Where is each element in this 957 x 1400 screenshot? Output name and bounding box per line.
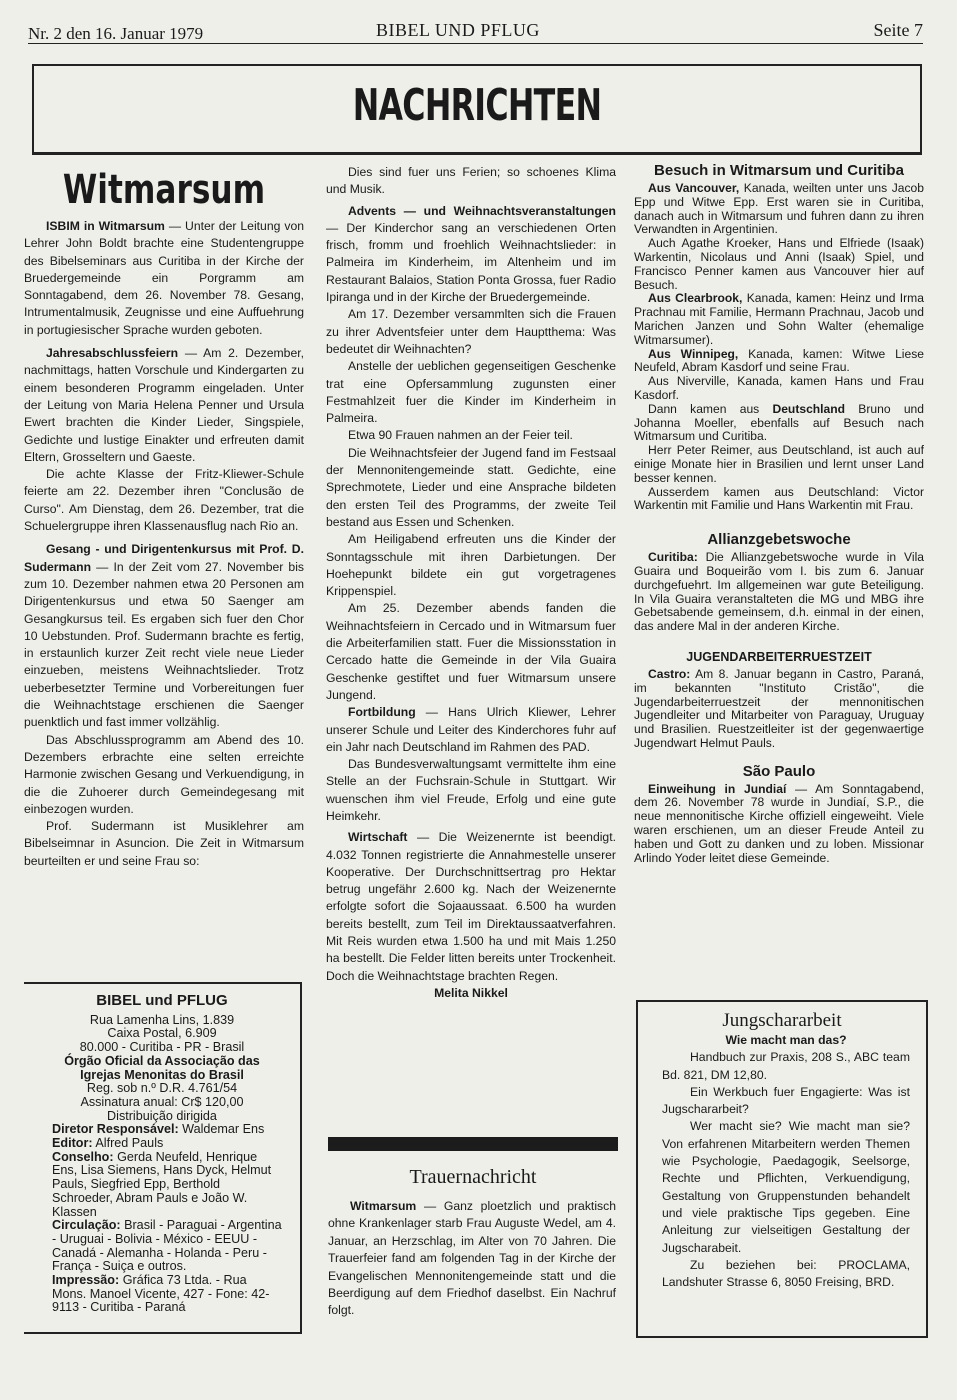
page-header bbox=[28, 18, 923, 44]
paragraph bbox=[326, 203, 616, 307]
lead-in: Castro: bbox=[648, 666, 691, 681]
heading-sao-paulo: São Paulo bbox=[742, 762, 816, 780]
paragraph-text: — In der Zeit vom 27. November bis zum 10. Dezember nahmen etwa 20 Personen am Dirigentenkursus und etwa 50 Saenger am Gesangkursus teil. Es ergaben sich fuer den Chor 10 Uebstunden. Prof. Sudermann brachte es fertig, in erstaunlich kurzer Zeit recht viele neue Lieder einzueben, meistens Weihnachtslieder. Trotz ueberbesetzter Termine und Vorbereitungen fuer die Weihnachtstage erschienen die Saenger puenktlich und fast immer vollzählig. bbox=[24, 559, 304, 730]
paragraph-text: Bruno und Johanna Moeller, ebenfalls auf Besuch nach Witmarsum und Curitiba. bbox=[634, 401, 924, 444]
paragraph: Das Bundesverwaltungsamt vermittelte ihm eine Stelle an der Fuchsrain-Schule in Stuttgart. Wir wuenschen ihm viel Freude, Erfolg und eine gute Heimkehr. bbox=[326, 757, 616, 823]
imprint-label: Diretor Responsável: bbox=[52, 1122, 179, 1137]
lead-in: Aus Vancouver, bbox=[648, 181, 740, 195]
column-witmarsum bbox=[24, 166, 304, 870]
paragraph-text: Dann kamen aus bbox=[648, 401, 773, 416]
paragraph-text: Kanada, weilten unter uns Jacob Epp und Witwe Epp. Erst waren sie in Curitiba, danach auch in Witmarsum und fuhren dann zu ihren Verwandten in Argentinien. bbox=[634, 181, 925, 237]
header-rule bbox=[28, 43, 923, 44]
imprint-box bbox=[24, 982, 302, 1334]
paragraph bbox=[634, 292, 924, 347]
author-signature: Melita Nikkel bbox=[434, 985, 508, 1000]
lead-in: Einweihung in Jundiaí bbox=[648, 781, 787, 796]
imprint-value: Brasil - Paraguai - Argentina - Uruguai - Bolivia - México - EEUU - Canadá - Alemanha - Holanda - Peru - França - Suiça e outros. bbox=[52, 1218, 282, 1274]
paragraph: Die Weihnachtsfeier der Jugend fand im Festsaal der Mennonitengemeinde statt. Gedichte, eine Sprechmotete, Lieder und eine Ansprache bildeten den ersten Teil des Programms, der zweite Teil bestand aus Essen und Schenken. bbox=[326, 445, 616, 529]
paragraph: Wer macht sie? Wie macht man sie? Von erfahrenen Mitarbeitern werden Themen wie Psychologie, Paedagogik, Seelsorge, Rechte und Pflichten, Verkuendigung, Gestaltung von Gruppenstunden behandelt und viele praktische Tips gegeben. Eine Anleitung zur vielseitigen Gestaltung der Jugscharabeit. bbox=[662, 1119, 910, 1255]
paragraph bbox=[634, 403, 924, 444]
paragraph bbox=[24, 218, 304, 339]
heading-trauernachricht: Trauernachricht bbox=[409, 1166, 537, 1188]
imprint-value: Alfred Pauls bbox=[92, 1136, 164, 1151]
banner-title: NACHRICHTEN bbox=[352, 80, 602, 131]
paragraph: Prof. Sudermann ist Musiklehrer am Bibelseimnar in Asuncion. Die Zeit in Witmarsum beurteilten er und seine Frau so: bbox=[24, 819, 304, 868]
lead-in: Witmarsum bbox=[350, 1199, 417, 1213]
paragraph bbox=[326, 704, 616, 756]
imprint-label: Circulação: bbox=[52, 1218, 121, 1233]
lead-in: Aus Clearbrook, bbox=[648, 291, 743, 306]
imprint-organ: Órgão Oficial da Associação das bbox=[64, 1053, 260, 1068]
lead-in: Curitiba: bbox=[648, 550, 698, 565]
heading-besuch: Besuch in Witmarsum und Curitiba bbox=[654, 162, 904, 179]
lead-in: Advents — und Weihnachtsveranstaltungen bbox=[348, 203, 616, 218]
jungschar-text bbox=[638, 1032, 926, 1291]
paragraph: Ein Werkbuch fuer Engagierte: Was ist Jugschararbeit? bbox=[662, 1084, 910, 1117]
paragraph-text: Die Allianzgebetswoche wurde in Vila Guaira und Boqueirão vom I. bis zum 6. Januar durchgefuehrt. Im allgemeinen war gute Beteiligung. In Vila Guaira veranstalteten die MG und MBG ihre Gebetsabende gemeinsem, d.h. einmal in der einen, das andere Mal in der anderen Kirche. bbox=[634, 550, 924, 634]
heading-allianz: Allianzgebetswoche bbox=[707, 531, 851, 549]
lead-in: Aus Winnipeg, bbox=[648, 346, 739, 361]
jungschar-subtitle: Wie macht man das? bbox=[725, 1033, 847, 1047]
paragraph bbox=[634, 182, 924, 237]
paragraph bbox=[634, 551, 924, 634]
lead-in: Fortbildung bbox=[348, 705, 416, 720]
page-number: Seite 7 bbox=[873, 20, 923, 40]
imprint-organ: Igrejas Menonitas do Brasil bbox=[80, 1067, 244, 1082]
paragraph: Am 17. Dezember versammlten sich die Frauen zu ihrer Adventsfeier unter dem Hauptthema: Was bedeutet dir Weihnachten? bbox=[326, 307, 616, 356]
heading-jugendarbeit: JUGENDARBEITERRUESTZEIT bbox=[686, 649, 872, 664]
paragraph bbox=[634, 783, 924, 866]
paragraph: Auch Agathe Kroeker, Hans und Elfriede (Isaak) Warkentin, Nicolaus und Anni (Isaak) Spiel, und Francisco Penner kamen aus Vancouver hier auf Besuch. bbox=[634, 236, 924, 292]
imprint-label: Conselho: bbox=[52, 1149, 114, 1164]
paragraph: Zu beziehen bei: PROCLAMA, Landshuter Strasse 6, 8050 Freising, BRD. bbox=[662, 1257, 910, 1290]
issue-date: Nr. 2 den 16. Januar 1979 bbox=[28, 24, 204, 43]
paragraph: Anstelle der ueblichen gegenseitigen Geschenke trat eine Opfersammlung zugunsten einer Festmahlzeit fuer die Kinder im Kinderheim in Palmeira. bbox=[326, 359, 616, 426]
lead-in: Deutschland bbox=[772, 401, 846, 416]
paragraph-text: — Die Weizenernte ist beendigt. 4.032 Tonnen registrierte die Annahmestelle unserer Kooperative. Der Durchschnittsertrag pro Hektar betrug ungefähr 2.600 kg. Nach der Weizenernte erfolgte sofort die Sojaaussaat. 6.500 ha wurden bereits bestellt, zum Teil im Direktaussaatverfahren. Mit Reis wurden etwa 1.500 ha und mit Mais 1.250 ha bestellt. Die Felder litten bereits unter Trockenheit. Doch die Weihnachtstage brachten Regen. bbox=[326, 830, 616, 983]
paragraph: Am Heiligabend erfreuten uns die Kinder der Sonntagsschule mit ihren Darbietungen. Der Hoehepunkt bildete ein gut vorgetragenes Krippenspiel. bbox=[326, 532, 616, 599]
heading-jungschar: Jungschararbeit bbox=[722, 1010, 842, 1031]
jungschar-box bbox=[636, 1000, 928, 1338]
paragraph bbox=[24, 345, 304, 466]
imprint-circulation bbox=[24, 1219, 300, 1274]
paragraph bbox=[326, 829, 616, 985]
imprint-value: Gerda Neufeld, Henrique Ens, Lisa Siemens, Hans Dyck, Helmut Pauls, Siegfried Epp, Berthold Schroeder, Abram Pauls e João W. Klassen bbox=[52, 1149, 272, 1219]
paragraph bbox=[634, 668, 924, 751]
imprint-address: 80.000 - Curitiba - PR - Brasil bbox=[79, 1040, 245, 1055]
lead-in: ISBIM in Witmarsum bbox=[46, 219, 165, 233]
paragraph-text: — Am Sonntagabend, dem 26. November 78 wurde in Jundiaí, S.P., die neue mennonitische Kirche offiziell eingeweiht. Viele waren erschienen, um an dieser Freude Anteil zu haben und Gott zu danken und zu loben. Missionar Arlindo Yoder leitet diese Gemeinde. bbox=[634, 781, 924, 865]
imprint-address: Rua Lamenha Lins, 1.839 bbox=[89, 1012, 235, 1027]
section-banner bbox=[32, 64, 922, 155]
paragraph: Das Abschlussprogramm am Abend des 10. Dezembers erbrachte eine selten erreichte Harmonie zwischen Gesang und Verkuendigung, in die die Zuhoerer durch Gemeindegesang mit einbezogen wurden. bbox=[24, 732, 304, 816]
paragraph bbox=[24, 541, 304, 731]
imprint-registration: Reg. sob n.º D.R. 4.761/54 bbox=[86, 1081, 238, 1096]
paragraph-text: Kanada, kamen: Witwe Liese Neufeld, Abram Kasdorf und seine Frau. bbox=[634, 346, 924, 375]
lead-in: Gesang - und Dirigentenkursus mit Prof. D. Sudermann bbox=[24, 542, 304, 574]
paragraph: Herr Peter Reimer, aus Deutschland, ist auch auf einige Monate hier in Brasilien und lernt unser Land besser kennen. bbox=[634, 443, 924, 485]
paragraph-text: — Am 2. Dezember, nachmittags, hatten Vorschule und Kindergarten zu einem besonderen Programm eingeladen. Unter der Leitung von Maria Helena Penner und Ursula Ewert brachten die Kinder Lieder, Singspiele, Gedichte und lustige Einakter und erfreuten damit Eltern, Grosseltern und Gaeste. bbox=[24, 346, 304, 464]
paragraph bbox=[328, 1198, 616, 1320]
paragraph: Die achte Klasse der Fritz-Kliewer-Schule feierte am 22. Dezember ihren "Conclusão de Curso". Am Dienstag, dem 26. Dezember, trat die Schuelergruppe ihren Klassenausflug nach Rio an. bbox=[24, 467, 304, 534]
lead-in: Jahresabschlussfeiern bbox=[46, 346, 179, 361]
imprint-value: Gráfica 73 Ltda. - Rua Mons. Manoel Vicente, 427 - Fone: 42-9113 - Curitiba - Paraná bbox=[52, 1273, 270, 1315]
column-advent bbox=[326, 164, 616, 1002]
section-divider bbox=[328, 1137, 618, 1151]
imprint-subscription: Assinatura anual: Cr$ 120,00 bbox=[80, 1094, 244, 1109]
imprint-value: Waldemar Ens bbox=[178, 1122, 265, 1137]
paragraph: Aus Niverville, Kanada, kamen Hans und Frau Kasdorf. bbox=[634, 374, 924, 402]
paragraph-text: Am 8. Januar begann in Castro, Paraná, im bekannten "Instituto Cristão", die Jugendarbeiterruestzeit der mennonitischen Jugendleiter und Mitarbeiter von Paraguay, Uruguay und Brasilien. Ruestzeitleiter ist der gegenwaertige Jugendwart Helmut Pauls. bbox=[634, 666, 924, 750]
paragraph: Etwa 90 Frauen nahmen an der Feier teil. bbox=[348, 428, 573, 443]
paragraph-text: — Ganz ploetzlich und praktisch ohne Krankenlager starb Frau Auguste Wedel, am 4. Januar, an Herzschlag, im Alter von 70 Jahren. Die Trauerfeier fand am folgenden Tag in der Kirche der Evangelischen Mennonitengemeinde statt und die Beerdigung auf dem Friedhof daselbst. Ein Nachruf folgt. bbox=[328, 1199, 616, 1318]
paragraph: Dies sind fuer uns Ferien; so schoenes Klima und Musik. bbox=[326, 165, 616, 197]
imprint-label: Editor: bbox=[52, 1136, 93, 1151]
paragraph: Handbuch zur Praxis, 208 S., ABC team Bd. 821, DM 12,80. bbox=[662, 1050, 910, 1082]
imprint-printing bbox=[24, 1274, 300, 1315]
heading-witmarsum: Witmarsum bbox=[62, 167, 266, 213]
imprint-director bbox=[24, 1123, 300, 1137]
imprint-distribution: Distribuição dirigida bbox=[107, 1108, 217, 1123]
imprint-address: Caixa Postal, 6.909 bbox=[107, 1026, 217, 1041]
paragraph-text: — Hans Ulrich Kliewer, Lehrer unserer Schule und Leiter des Kinderchores fuhr auf ein Jahr nach Deutschland im Rahmen des PAD. bbox=[326, 705, 616, 754]
column-besuch bbox=[634, 160, 924, 865]
paragraph: Am 25. Dezember abends fanden die Weihnachtsfeiern in Cercado und in Witmarsum fuer die Arbeiterfamilien statt. Fuer die Missionsstation in Cercado hatte die Gemeinde in der Vila Guaira Geschenke gestiftet und fuer Witmarsum unsere Jungend. bbox=[326, 601, 616, 702]
paragraph-text: — Der Kinderchor sang an verschiedenen Orten frisch, fromm und froehlich Weihnachtslieder: in Palmeira im Kinderheim, im Altenheim und im Restaurant Balaios, Station Ponta Grossa, fuer Radio Ipiranga und in der Kirche der Bruedergemeinde. bbox=[326, 220, 616, 305]
paragraph bbox=[634, 348, 924, 376]
obituary-text bbox=[328, 1198, 616, 1320]
imprint-label: Impressão: bbox=[52, 1273, 120, 1288]
publication-title: BIBEL UND PFLUG bbox=[376, 20, 540, 40]
lead-in: Wirtschaft bbox=[348, 830, 408, 845]
imprint-title: BIBEL und PFLUG bbox=[96, 992, 228, 1009]
imprint-editor bbox=[24, 1137, 300, 1151]
paragraph: Ausserdem kamen aus Deutschland: Victor Warkentin mit Familie und Hans Warkentin mit Frau. bbox=[634, 484, 924, 513]
imprint-council bbox=[24, 1151, 300, 1220]
paragraph-text: Kanada, kamen: Heinz und Irma Prachnau mit Familie, Hermann Prachnau, Jacob und Marichen Janzen und Sohn Walter (ehemalige Witmarsumer). bbox=[634, 291, 924, 347]
paragraph-text: — Unter der Leitung von Lehrer John Boldt brachte eine Studentengruppe des Bibelseminars aus Curitiba in der Kirche der Bruedergemeinde ein Porgramm am Sonntagabend, dem 26. November 78. Gesang, Intrumentalmusik, Zeugnisse und eine Auffuehrung in portugiesischer Sprache wurden geboten. bbox=[24, 219, 304, 337]
